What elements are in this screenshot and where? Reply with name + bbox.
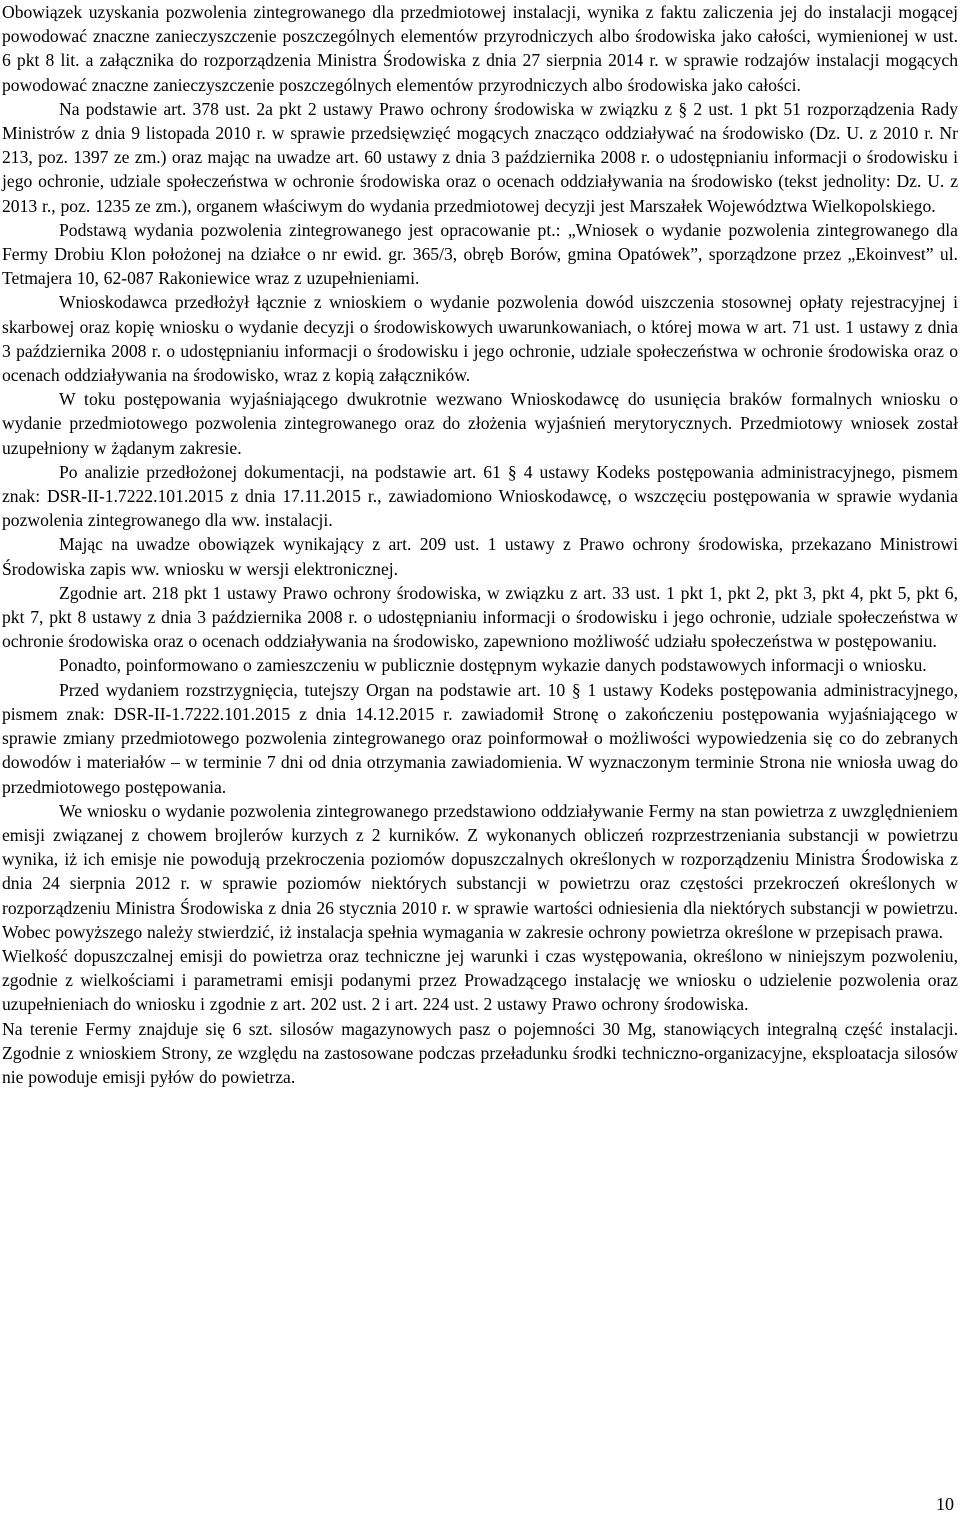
paragraph-application-basis: Podstawą wydania pozwolenia zintegrowanego jest opracowanie pt.: „Wniosek o wydanie pozwolenia zintegrowanego dla Fermy Drobiu Klon położonej na działce o nr ewid. gr. 365/3, obręb Borów, gmina Opatówek”, sporządzone przez „Ekoinvest” ul. Tetmajera 10, 62-087 Rakoniewice wraz z uzupełnieniami.	[2, 219, 958, 289]
paragraph-air-emissions: We wniosku o wydanie pozwolenia zintegrowanego przedstawiono oddziaływanie Fermy na stan powietrza z uwzględnieniem emisji związanej z chowem brojlerów kurzych z 2 kurników. Z wykonanych obliczeń rozprzestrzeniania substancji w powietrzu wynika, iż ich emisje nie powodują przekroczenia poziomów dopuszczalnych określonych w rozporządzeniu Ministra Środowiska z dnia 24 sierpnia 2012 r. w sprawie poziomów niektórych substancji w powietrzu oraz częstości przekroczeń określonych w rozporządzeniu Ministra Środowiska z dnia 26 stycznia 2010 r. w sprawie wartości odniesienia dla niektórych substancji w powietrzu. Wobec powyższego należy stwierdzić, iż instalacja spełnia wymagania w zakresie ochrony powietrza określone w przepisach prawa.	[2, 800, 958, 942]
page-number: 10	[936, 1494, 954, 1514]
paragraph-emission-limits: Wielkość dopuszczalnej emisji do powietrza oraz techniczne jej warunki i czas występowania, określono w niniejszym pozwoleniu, zgodnie z wielkościami i parametrami emisji podanymi przez Prowadzącego instalację we wniosku o udzielenie pozwolenia oraz uzupełnieniach do wniosku i zgodnie z art. 202 ust. 2 i art. 224 ust. 2 ustawy Prawo ochrony środowiska.	[2, 945, 958, 1015]
paragraph-final-notice: Przed wydaniem rozstrzygnięcia, tutejszy Organ na podstawie art. 10 § 1 ustawy Kodeks postępowania administracyjnego, pismem znak: DSR-II-1.7222.101.2015 z dnia 14.12.2015 r. zawiadomił Stronę o zakończeniu postępowania wyjaśniającego w sprawie zmiany przedmiotowego pozwolenia zintegrowanego oraz poinformował o możliwości wypowiedzenia się co do zebranych dowodów i materiałów – w terminie 7 dni od dnia otrzymania zawiadomienia. W wyznaczonym terminie Strona nie wniosła uwag do przedmiotowego postępowania.	[2, 679, 958, 797]
paragraph-public-participation: Zgodnie art. 218 pkt 1 ustawy Prawo ochrony środowiska, w związku z art. 33 ust. 1 pkt 1, pkt 2, pkt 3, pkt 4, pkt 5, pkt 6, pkt 7, pkt 8 ustawy z dnia 3 października 2008 r. o udostępnianiu informacji o środowisku i jego ochronie, udziale społeczeństwa w ochronie środowiska oraz o ocenach oddziaływania na środowisko, zapewniono możliwość udziału społeczeństwa w postępowaniu.	[2, 582, 958, 652]
document-page	[2, 0, 958, 1089]
paragraph-formal-deficiencies: W toku postępowania wyjaśniającego dwukrotnie wezwano Wnioskodawcę do usunięcia braków formalnych wniosku o wydanie przedmiotowego pozwolenia zintegrowanego oraz do złożenia wyjaśnień merytorycznych. Przedmiotowy wniosek został uzupełniony w żądanym zakresie.	[2, 389, 958, 458]
paragraph-proceedings-notice: Po analizie przedłożonej dokumentacji, na podstawie art. 61 § 4 ustawy Kodeks postępowania administracyjnego, pismem znak: DSR-II-1.7222.101.2015 z dnia 17.11.2015 r., zawiadomiono Wnioskodawcę, o wszczęciu postępowania w sprawie wydania pozwolenia zintegrowanego dla ww. instalacji.	[2, 461, 958, 531]
paragraph-minister-transfer: Mając na uwadze obowiązek wynikający z art. 209 ust. 1 ustawy z Prawo ochrony środowiska, przekazano Ministrowi Środowiska zapis ww. wniosku w wersji elektronicznej.	[2, 534, 958, 579]
paragraph-public-register: Ponadto, poinformowano o zamieszczeniu w publicznie dostępnym wykazie danych podstawowych informacji o wniosku.	[59, 655, 927, 676]
paragraph-silos: Na terenie Fermy znajduje się 6 szt. silosów magazynowych pasz o pojemności 30 Mg, stanowiących integralną część instalacji. Zgodnie z wnioskiem Strony, ze względu na zastosowane podczas przeładunku środki techniczno-organizacyjne, eksploatacja silosów nie powoduje emisji pyłów do powietrza.	[2, 1018, 958, 1087]
paragraph-obligation: Obowiązek uzyskania pozwolenia zintegrowanego dla przedmiotowej instalacji, wynika z faktu zaliczenia jej do instalacji mogącej powodować znaczne zanieczyszczenie poszczególnych elementów przyrodniczych albo środowiska jako całości, wymienionej w ust. 6 pkt 8 lit. a załącznika do rozporządzenia Ministra Środowiska z dnia 27 sierpnia 2014 r. w sprawie rodzajów instalacji mogących powodować znaczne zanieczyszczenie poszczególnych elementów przyrodniczych albo środowiska jako całości.	[2, 2, 958, 95]
paragraph-legal-basis: Na podstawie art. 378 ust. 2a pkt 2 ustawy Prawo ochrony środowiska w związku z § 2 ust. 1 pkt 51 rozporządzenia Rady Ministrów z dnia 9 listopada 2010 r. w sprawie przedsięwzięć mogących znacząco oddziaływać na środowisko (Dz. U. z 2010 r. Nr 213, poz. 1397 ze zm.) oraz mając na uwadze art. 60 ustawy z dnia 3 października 2008 r. o udostępnianiu informacji o środowisku i jego ochronie, udziale społeczeństwa w ochronie środowiska oraz o ocenach oddziaływania na środowisko (tekst jednolity: Dz. U. z 2013 r., poz. 1235 ze zm.), organem właściwym do wydania przedmiotowej decyzji jest Marszałek Województwa Wielkopolskiego.	[2, 98, 958, 216]
paragraph-applicant-documents: Wnioskodawca przedłożył łącznie z wnioskiem o wydanie pozwolenia dowód uiszczenia stosownej opłaty rejestracyjnej i skarbowej oraz kopię wniosku o wydanie decyzji o środowiskowych uwarunkowaniach, o której mowa w art. 71 ust. 1 ustawy z dnia 3 października 2008 r. o udostępnianiu informacji o środowisku i jego ochronie, udziale społeczeństwa w ochronie środowiska oraz o ocenach oddziaływania na środowisko, wraz z kopią załączników.	[2, 292, 958, 386]
